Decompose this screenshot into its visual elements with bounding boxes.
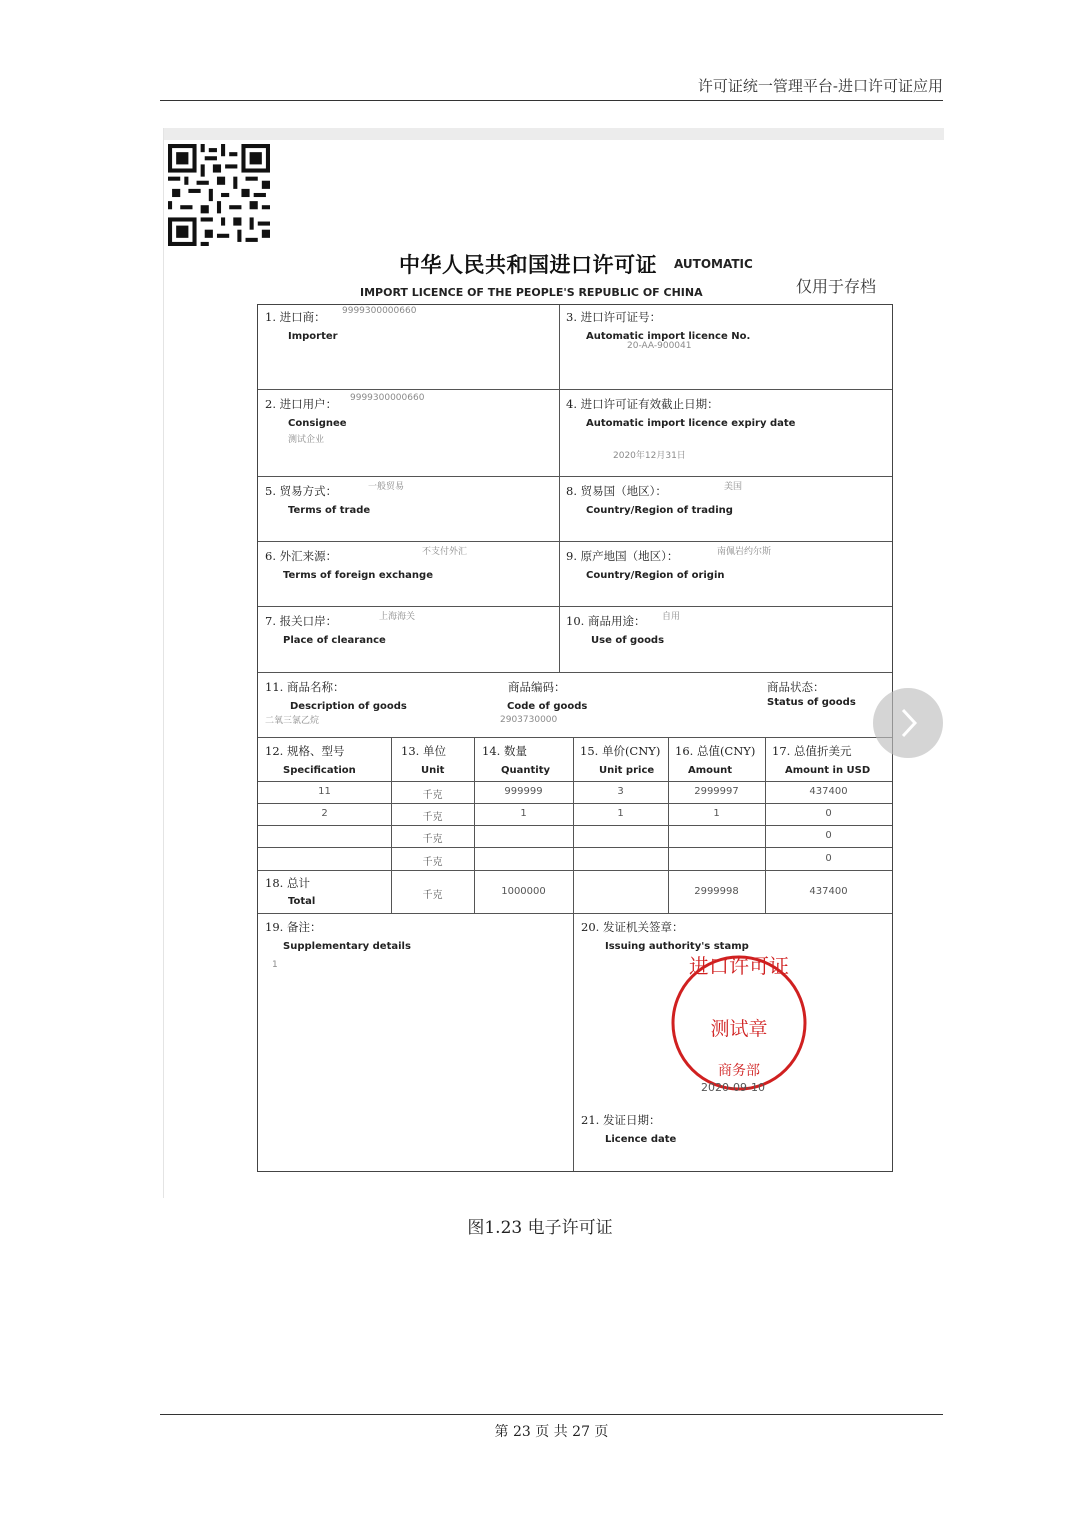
- field-2-value-2: 测试企业: [288, 435, 325, 445]
- field-1-value: 9999300000660: [342, 306, 417, 316]
- table-cell: 千克: [422, 857, 443, 868]
- field-4-label-cn: 4. 进口许可证有效截止日期：: [566, 397, 719, 411]
- row-divider: [258, 389, 892, 390]
- header-title: 许可证统一管理平台-进口许可证应用: [697, 77, 943, 95]
- field-6-label-en: Terms of foreign exchange: [283, 570, 433, 581]
- field-9-label-en: Country/Region of origin: [586, 570, 725, 581]
- row-divider: [258, 803, 892, 804]
- col-13-label-en: Unit: [421, 765, 445, 776]
- field-20-label-cn: 20. 发证机关签章：: [581, 920, 684, 934]
- licence-title-en: IMPORT LICENCE OF THE PEOPLE'S REPUBLIC OF CHINA: [360, 286, 703, 299]
- field-4-value: 2020年12月31日: [613, 451, 686, 461]
- col-14-label-en: Quantity: [501, 765, 550, 776]
- svg-text:商务部: 商务部: [718, 1063, 760, 1079]
- field-5-value: 一般贸易: [368, 482, 405, 492]
- table-cell: 千克: [422, 812, 443, 823]
- total-amount: 2999998: [694, 886, 739, 897]
- total-label-cn: 18. 总计: [265, 876, 310, 890]
- field-3-label-cn: 3. 进口许可证号：: [566, 310, 662, 324]
- row-divider: [258, 476, 892, 477]
- page-header: [160, 72, 943, 101]
- field-5-label-cn: 5. 贸易方式：: [265, 484, 338, 498]
- table-cell: 0: [825, 808, 832, 819]
- field-11-value: 二氧三氯乙烷: [265, 716, 320, 726]
- chevron-right-icon: [873, 688, 943, 758]
- table-cell: 999999: [504, 786, 543, 797]
- licence-image: [163, 128, 944, 1198]
- table-cell: 千克: [422, 834, 443, 845]
- table-cell: 1: [713, 808, 720, 819]
- field-9-value: 南佩岩约尔斯: [717, 547, 772, 557]
- qr-code-icon: [168, 144, 270, 246]
- field-6-value: 不支付外汇: [422, 547, 468, 557]
- field-19-label-cn: 19. 备注：: [265, 920, 322, 934]
- field-21-label-cn: 21. 发证日期：: [581, 1113, 661, 1127]
- col-12-label-cn: 12. 规格、型号: [265, 744, 345, 758]
- licence-title-automatic: AUTOMATIC: [674, 257, 753, 271]
- field-8-label-en: Country/Region of trading: [586, 505, 733, 516]
- field-19-value: 1: [272, 960, 278, 970]
- col-16-label-en: Amount: [688, 765, 733, 776]
- row-divider: [258, 913, 892, 914]
- goods-status-label-en: Status of goods: [767, 697, 856, 708]
- total-label-en: Total: [288, 896, 316, 907]
- field-4-label-en: Automatic import licence expiry date: [586, 418, 796, 429]
- field-1-label-cn: 1. 进口商：: [265, 310, 326, 324]
- figure-caption: 图1.23 电子许可证: [467, 1218, 613, 1238]
- col-17-label-en: Amount in USD: [785, 765, 871, 776]
- goods-code-label-cn: 商品编码：: [508, 680, 566, 694]
- goods-status-label-cn: 商品状态：: [767, 680, 825, 694]
- col-divider: [573, 737, 574, 913]
- field-2-label-cn: 2. 进口用户：: [265, 397, 338, 411]
- field-2-value: 9999300000660: [350, 393, 425, 403]
- field-7-value: 上海海关: [379, 612, 416, 622]
- field-19-label-en: Supplementary details: [283, 941, 411, 952]
- archive-note: 仅用于存档: [796, 277, 877, 296]
- col-13-label-cn: 13. 单位: [401, 744, 446, 758]
- next-page-button[interactable]: [873, 688, 943, 758]
- field-11-label-cn: 11. 商品名称：: [265, 680, 345, 694]
- goods-code-value: 2903730000: [500, 715, 558, 725]
- page-footer: [160, 1414, 943, 1441]
- field-2-label-en: Consignee: [288, 418, 347, 429]
- svg-text:进口许可证: 进口许可证: [689, 954, 789, 978]
- table-cell: 1: [617, 808, 624, 819]
- page-number: 第 23 页 共 27 页: [494, 1424, 609, 1440]
- field-10-label-cn: 10. 商品用途：: [566, 614, 646, 628]
- row-divider: [258, 606, 892, 607]
- row-divider: [258, 541, 892, 542]
- col-16-label-cn: 16. 总值(CNY): [675, 744, 756, 758]
- table-cell: 11: [318, 786, 331, 797]
- col-15-label-cn: 15. 单价(CNY): [580, 744, 661, 758]
- field-3-label-en: Automatic import licence No.: [586, 331, 751, 342]
- field-6-label-cn: 6. 外汇来源：: [265, 549, 338, 563]
- row-divider: [258, 847, 892, 848]
- field-10-value: 自用: [662, 612, 681, 622]
- official-stamp: [669, 943, 809, 1103]
- svg-text:2020-09-10: 2020-09-10: [701, 1081, 765, 1094]
- licence-title-cn: 中华人民共和国进口许可证: [399, 253, 657, 277]
- goods-code-label-en: Code of goods: [507, 701, 588, 712]
- table-cell: 2: [321, 808, 328, 819]
- table-cell: 千克: [422, 790, 443, 801]
- row-divider: [258, 672, 892, 673]
- svg-text:测试章: 测试章: [710, 1018, 768, 1040]
- field-20-label-en: Issuing authority's stamp: [605, 941, 749, 952]
- row-divider: [258, 825, 892, 826]
- col-14-label-cn: 14. 数量: [482, 744, 527, 758]
- row-divider: [258, 870, 892, 871]
- col-divider: [573, 913, 574, 1171]
- table-cell: 3: [617, 786, 624, 797]
- field-1-label-en: Importer: [288, 331, 338, 342]
- col-17-label-cn: 17. 总值折美元: [772, 744, 852, 758]
- table-cell: 0: [825, 830, 832, 841]
- col-12-label-en: Specification: [283, 765, 356, 776]
- total-usd: 437400: [809, 886, 848, 897]
- total-unit: 千克: [422, 890, 443, 901]
- total-quantity: 1000000: [501, 886, 546, 897]
- field-3-value: 20-AA-900041: [627, 341, 692, 351]
- field-8-label-cn: 8. 贸易国（地区）：: [566, 484, 667, 498]
- col-divider: [559, 305, 560, 672]
- col-15-label-en: Unit price: [599, 765, 655, 776]
- image-top-bar: [164, 128, 944, 140]
- table-cell: 0: [825, 853, 832, 864]
- row-divider: [258, 781, 892, 782]
- field-10-label-en: Use of goods: [591, 635, 665, 646]
- table-cell: 437400: [809, 786, 848, 797]
- field-7-label-en: Place of clearance: [283, 635, 386, 646]
- field-7-label-cn: 7. 报关口岸：: [265, 614, 338, 628]
- field-5-label-en: Terms of trade: [288, 505, 371, 516]
- table-cell: 2999997: [694, 786, 739, 797]
- table-cell: 1: [520, 808, 527, 819]
- field-21-label-en: Licence date: [605, 1134, 677, 1145]
- field-8-value: 美国: [724, 482, 743, 492]
- row-divider: [258, 737, 892, 738]
- field-11-label-en: Description of goods: [290, 701, 407, 712]
- field-9-label-cn: 9. 原产地国（地区）：: [566, 549, 679, 563]
